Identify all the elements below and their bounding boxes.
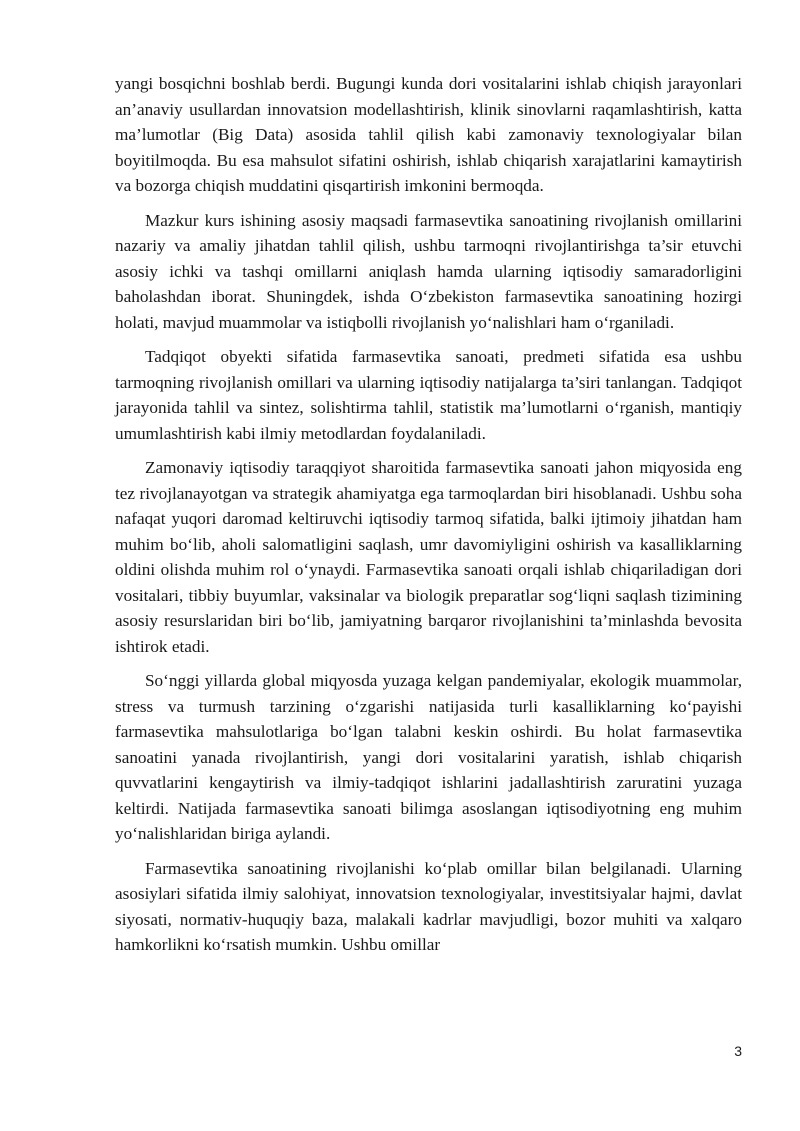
document-body [115, 71, 742, 967]
paragraph-1: yangi bosqichni boshlab berdi. Bugungi kunda dori vositalarini ishlab chiqish jarayonlari an’anaviy usullardan innovatsion modellashtirish, klinik sinovlarni raqamlashtirish, katta ma’lumotlar (Big Data) asosida tahlil qilish kabi zamonaviy texnologiyalar bilan boyitilmoqda. Bu esa mahsulot sifatini oshirish, ishlab chiqarish xarajatlarini kamaytirish va bozorga chiqish muddatini qisqartirish imkonini bermoqda. [115, 74, 742, 195]
paragraph-4: Zamonaviy iqtisodiy taraqqiyot sharoitida farmasevtika sanoati jahon miqyosida eng tez rivojlanayotgan va strategik ahamiyatga ega tarmoqlardan biri hisoblanadi. Ushbu soha nafaqat yuqori daromad keltiruvchi iqtisodiy tarmoq sifatida, balki ijtimoiy jihatdan ham muhim bo‘lib, aholi salomatligini saqlash, umr davomiyligini oshirish va kasalliklarning oldini olishda muhim rol o‘ynaydi. Farmasevtika sanoati orqali ishlab chiqariladigan dori vositalari, tibbiy buyumlar, vaksinalar va biologik preparatlar sog‘liqni saqlash tizimining asosiy resurslaridan biri bo‘lib, jamiyatning barqaror rivojlanishini ta’minlashda bevosita ishtirok etadi. [115, 458, 742, 656]
paragraph-3: Tadqiqot obyekti sifatida farmasevtika sanoati, predmeti sifatida esa ushbu tarmoqning rivojlanish omillari va ularning iqtisodiy natijalarga ta’siri tanlangan. Tadqiqot jarayonida tahlil va sintez, solishtirma tahlil, statistik ma’lumotlarni o‘rganish, mantiqiy umumlashtirish kabi ilmiy metodlardan foydalaniladi. [115, 347, 742, 443]
paragraph-5: So‘nggi yillarda global miqyosda yuzaga kelgan pandemiyalar, ekologik muammolar, stress va turmush tarzining o‘zgarishi natijasida turli kasalliklarning ko‘payishi farmasevtika mahsulotlariga bo‘lgan talabni keskin oshirdi. Bu holat farmasevtika sanoatini yanada rivojlantirish, yangi dori vositalarini yaratish, ishlab chiqarish quvvatlarini kengaytirish va ilmiy-tadqiqot ishlarini jadallashtirish zaruratini yuzaga keltirdi. Natijada farmasevtika sanoati bilimga asoslangan iqtisodiyotning eng muhim yo‘nalishlaridan biriga aylandi. [115, 671, 742, 843]
paragraph-6: Farmasevtika sanoatining rivojlanishi ko‘plab omillar bilan belgilanadi. Ularning asosiylari sifatida ilmiy salohiyat, innovatsion texnologiyalar, investitsiyalar hajmi, davlat siyosati, normativ-huquqiy baza, malakali kadrlar mavjudligi, bozor muhiti va xalqaro hamkorlikni ko‘rsatish mumkin. Ushbu omillar [115, 858, 742, 954]
paragraph-2: Mazkur kurs ishining asosiy maqsadi farmasevtika sanoatining rivojlanish omillarini nazariy va amaliy jihatdan tahlil qilish, ushbu tarmoqni rivojlantirishga ta’sir etuvchi asosiy ichki va tashqi omillarni aniqlash hamda ularning iqtisodiy samaradorligini baholashdan iborat. Shuningdek, ishda O‘zbekiston farmasevtika sanoatining hozirgi holati, mavjud muammolar va istiqbolli rivojlanish yo‘nalishlari ham o‘rganiladi. [115, 210, 742, 332]
page-number: 3 [734, 1043, 742, 1059]
